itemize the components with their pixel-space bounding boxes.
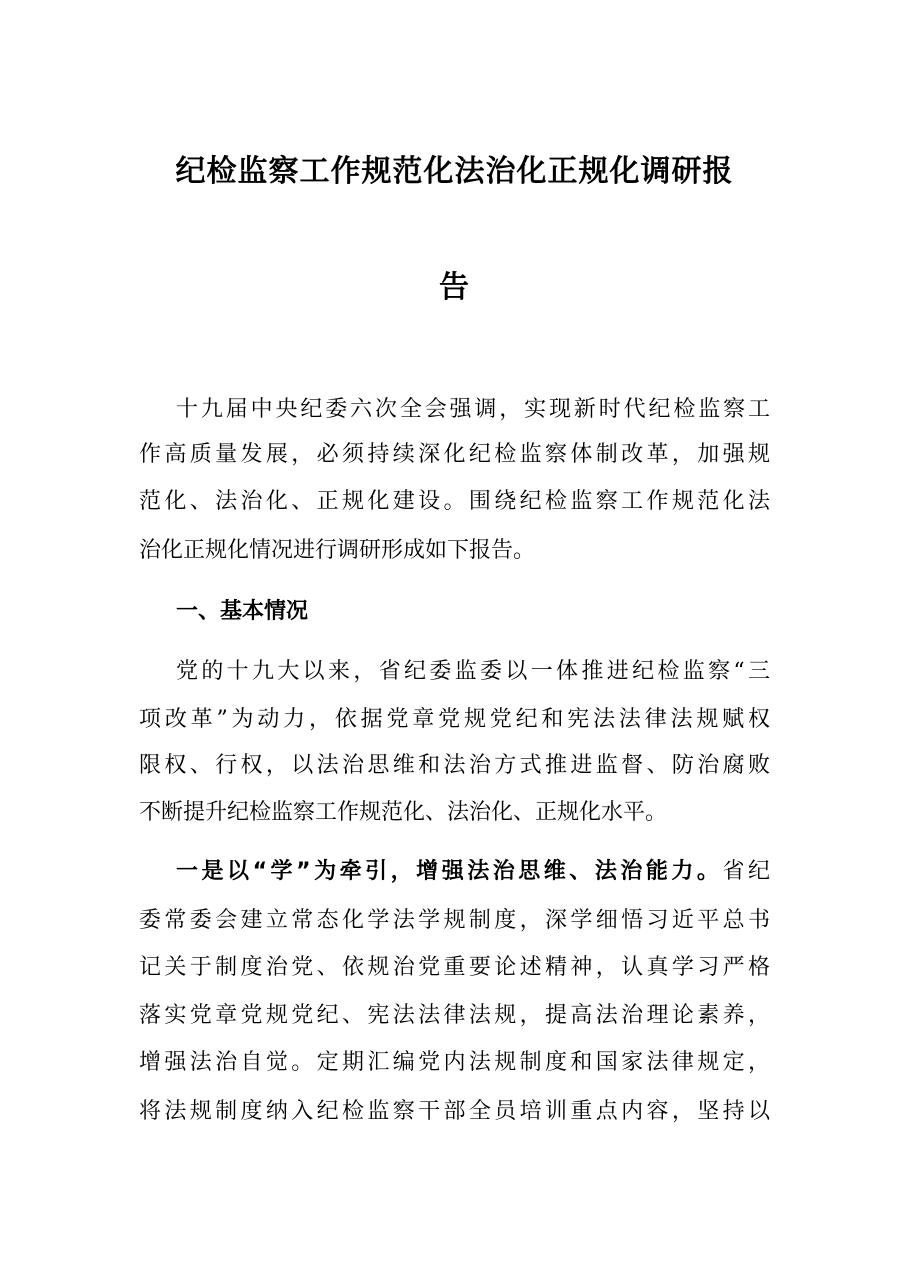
paragraph-2-line-3: 记关于制度治党、依规治党重要论述精神，认真学习严格 <box>139 955 770 980</box>
paragraph-2-line-4: 落实党章党规党纪、宪法法律法规，提高法治理论素养， <box>139 1003 770 1028</box>
document-title-line-1: 纪检监察工作规范化法治化正规化调研报 <box>175 154 734 189</box>
paragraph-2-line-6: 将法规制度纳入纪检监察干部全员培训重点内容，坚持以 <box>139 1099 770 1124</box>
paragraph-1-line-4: 不断提升纪检监察工作规范化、法治化、正规化水平。 <box>139 800 668 825</box>
intro-line-4: 治化正规化情况进行调研形成如下报告。 <box>139 538 536 563</box>
intro-line-2: 作高质量发展，必须持续深化纪检监察体制改革，加强规 <box>139 442 770 467</box>
paragraph-2-line-1-rest: 省纪 <box>722 859 770 884</box>
section-heading: 一、基本情况 <box>176 599 309 624</box>
paragraph-2-bold-lead: 一是以“学”为牵引，增强法治思维、法治能力。 <box>176 859 723 884</box>
paragraph-2-line-5: 增强法治自觉。定期汇编党内法规制度和国家法律规定， <box>139 1050 770 1075</box>
intro-line-3: 范化、法治化、正规化建设。围绕纪检监察工作规范化法 <box>139 489 770 514</box>
paragraph-1-line-2: 项改革”为动力，依据党章党规党纪和宪法法律法规赋权 <box>139 707 770 732</box>
intro-line-1: 十九届中央纪委六次全会强调，实现新时代纪检监察工 <box>176 397 770 422</box>
paragraph-2-line-2: 委常委会建立常态化学法学规制度，深学细悟习近平总书 <box>139 908 770 933</box>
paragraph-2-line-1 <box>176 857 770 887</box>
paragraph-1-line-1: 党的十九大以来，省纪委监委以一体推进纪检监察“三 <box>176 659 770 684</box>
document-title-line-2: 告 <box>439 270 470 305</box>
paragraph-1-line-3: 限权、行权，以法治思维和法治方式推进监督、防治腐败 <box>139 753 770 778</box>
